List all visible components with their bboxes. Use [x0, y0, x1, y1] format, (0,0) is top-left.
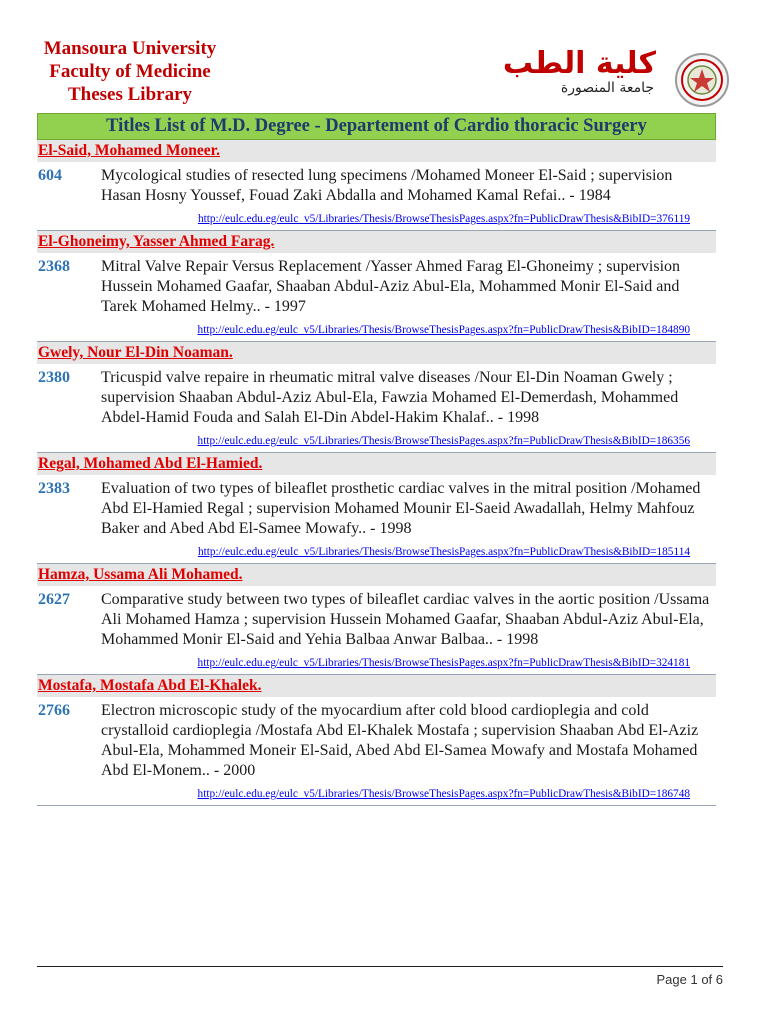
thesis-link[interactable]: http://eulc.edu.eg/eulc_v5/Libraries/Thesis/BrowseThesisPages.aspx?fn=PublicDrawThesis&BibID=184890: [197, 324, 690, 336]
thesis-description: Evaluation of two types of bileaflet prosthetic cardiac valves in the mitral position /Mohamed Abd El-Hamied Regal ; supervision Mohamed Mounir El-Saeid Awadallah, Helmy Mahfouz Baker and Abed Abd El-Samee Mowafy.. - 1998: [101, 480, 701, 537]
thesis-link[interactable]: http://eulc.edu.eg/eulc_v5/Libraries/Thesis/BrowseThesisPages.aspx?fn=PublicDrawThesis&BibID=186356: [197, 435, 690, 447]
entry-body: [37, 697, 716, 781]
list-item: [37, 675, 716, 806]
entry-body: [37, 586, 716, 650]
university-name: Mansoura University: [43, 38, 217, 59]
author-name[interactable]: Regal, Mohamed Abd El-Hamied.: [37, 453, 716, 475]
list-item: [37, 140, 716, 231]
entry-body: [37, 475, 716, 539]
author-name[interactable]: Gwely, Nour El-Din Noaman.: [37, 342, 716, 364]
thesis-number: 2383: [38, 480, 70, 497]
faculty-name: Faculty of Medicine: [49, 61, 211, 82]
thesis-number: 2368: [38, 258, 70, 275]
thesis-number: 2766: [38, 702, 70, 719]
library-name: Theses Library: [67, 84, 193, 105]
entry-body: [37, 253, 716, 317]
list-item: [37, 231, 716, 342]
thesis-link[interactable]: http://eulc.edu.eg/eulc_v5/Libraries/Thesis/BrowseThesisPages.aspx?fn=PublicDrawThesis&BibID=186748: [197, 788, 690, 800]
thesis-description: Comparative study between two types of bileaflet cardiac valves in the aortic position /Ussama Ali Mohamed Hamza ; supervision Hussein Mohamed Gaafar, Shaaban Abdul-Aziz Abul-Ela, Mohammed Monir El-Said and Yehia Balbaa Anwar Balbaa.. - 1998: [101, 591, 710, 648]
page-number: Page 1 of 6: [656, 972, 723, 987]
arabic-faculty-title: كلية الطب: [502, 46, 656, 81]
university-seal-icon: [674, 52, 730, 108]
thesis-description: Mycological studies of resected lung specimens /Mohamed Moneer El-Said ; supervision Hasan Hosny Youssef, Fouad Zaki Abdalla and Mohamed Kamal Refai.. - 1984: [101, 167, 673, 204]
author-name[interactable]: El-Said, Mohamed Moneer.: [37, 140, 716, 162]
list-item: [37, 453, 716, 564]
list-item: [37, 342, 716, 453]
thesis-link[interactable]: http://eulc.edu.eg/eulc_v5/Libraries/Thesis/BrowseThesisPages.aspx?fn=PublicDrawThesis&BibID=376119: [197, 213, 690, 225]
page-header: [0, 0, 768, 112]
thesis-number: 2627: [38, 591, 70, 608]
thesis-description: Electron microscopic study of the myocardium after cold blood cardioplegia and cold crystalloid cardioplegia /Mostafa Abd El-Khalek Mostafa ; supervision Shaaban Abd El-Aziz Abul-Ela, Mohammed Moneir El-Said, Abed Abd El-Samea Mowafy and Mostafa Mohamed Abd El-Monem.. - 2000: [101, 702, 699, 779]
footer-divider: [37, 966, 723, 967]
thesis-link[interactable]: http://eulc.edu.eg/eulc_v5/Libraries/Thesis/BrowseThesisPages.aspx?fn=PublicDrawThesis&BibID=185114: [197, 546, 690, 558]
institution-block: [36, 37, 224, 106]
list-item: [37, 564, 716, 675]
entry-body: [37, 162, 716, 206]
thesis-list: [37, 140, 716, 806]
author-name[interactable]: Mostafa, Mostafa Abd El-Khalek.: [37, 675, 716, 697]
thesis-number: 2380: [38, 369, 70, 386]
page-title-bar: Titles List of M.D. Degree - Departement of Cardio thoracic Surgery: [37, 113, 716, 140]
arabic-university-subtitle: جامعة المنصورة: [560, 80, 654, 96]
thesis-description: Mitral Valve Repair Versus Replacement /Yasser Ahmed Farag El-Ghoneimy ; supervision Hussein Mohamed Gaafar, Shaaban Abdul-Aziz Abul-Ela, Mohammed Monir El-Said and Tarek Mohamed Helmy.. - 1997: [101, 258, 681, 315]
thesis-number: 604: [38, 167, 62, 184]
thesis-link[interactable]: http://eulc.edu.eg/eulc_v5/Libraries/Thesis/BrowseThesisPages.aspx?fn=PublicDrawThesis&BibID=324181: [197, 657, 690, 669]
thesis-description: Tricuspid valve repaire in rheumatic mitral valve diseases /Nour El-Din Noaman Gwely ; supervision Shaaban Abdul-Aziz Abul-Ela, Fawzia Mohamed El-Demerdash, Mohammed Abdel-Hamid Fouda and Salah El-Din Abdel-Hakim Khalaf.. - 1998: [101, 369, 679, 426]
author-name[interactable]: El-Ghoneimy, Yasser Ahmed Farag.: [37, 231, 716, 253]
entry-body: [37, 364, 716, 428]
author-name[interactable]: Hamza, Ussama Ali Mohamed.: [37, 564, 716, 586]
